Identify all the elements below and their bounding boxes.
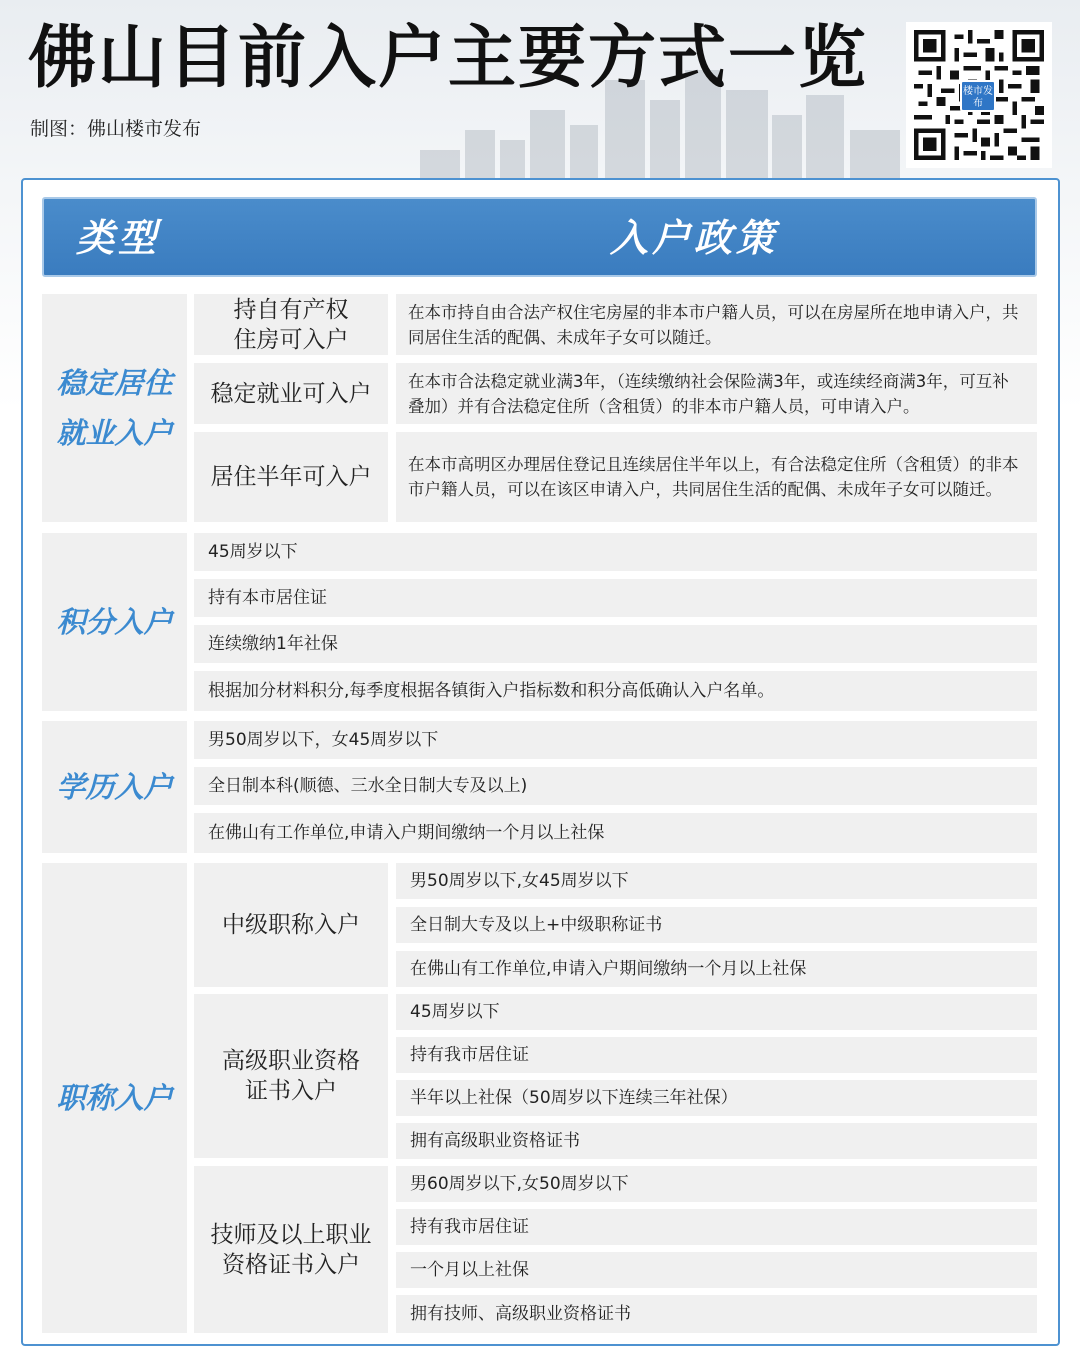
- sub-type-label: 技师及以上职业: [210, 1221, 372, 1248]
- category-professional-title: 职称入户: [42, 863, 187, 1333]
- list-item: 男50周岁以下,女45周岁以下: [396, 863, 1037, 899]
- list-item: 连续缴纳1年社保: [194, 625, 1037, 663]
- sub-type-label: 稳定就业可入户: [210, 380, 372, 407]
- sub-type-label: 证书入户: [245, 1078, 337, 1104]
- list-item: 在佛山有工作单位,申请入户期间缴纳一个月以上社保: [396, 951, 1037, 987]
- sub-type-label: 资格证书入户: [222, 1251, 360, 1278]
- list-item: 45周岁以下: [396, 994, 1037, 1030]
- sub-type-label: 居住半年可入户: [210, 464, 372, 490]
- qr-logo-badge: 楼市发布: [960, 80, 996, 112]
- table-header: [42, 197, 1037, 277]
- category-label-line: 稳定居住: [56, 366, 173, 400]
- sub-type-senior-qualification: [194, 994, 388, 1158]
- header-policy: 入户政策: [610, 216, 779, 260]
- list-item: 半年以上社保（50周岁以下连续三年社保）: [396, 1080, 1037, 1116]
- sub-type-technician-qualification: [194, 1166, 388, 1333]
- list-item: 全日制大专及以上+中级职称证书: [396, 907, 1037, 943]
- header-type: 类型: [76, 216, 161, 260]
- sub-type-intermediate-title: [194, 863, 388, 987]
- category-points: 积分入户: [42, 533, 187, 711]
- sub-type-residence-half-year: [194, 432, 388, 522]
- policy-desc-employment: 在本市合法稳定就业满3年，（连续缴纳社会保险满3年，或连续经商满3年，可互补叠加）并有合法稳定住所（含租赁）的非本市户籍人员，可申请入户。: [396, 363, 1037, 424]
- list-item: 持有我市居住证: [396, 1037, 1037, 1073]
- sub-type-label: 中级职称入户: [222, 912, 360, 938]
- list-item: 男60周岁以下,女50周岁以下: [396, 1166, 1037, 1202]
- list-item: 一个月以上社保: [396, 1252, 1037, 1288]
- chart-credit: 制图：佛山楼市发布: [30, 118, 202, 140]
- policy-desc-residence: 在本市高明区办理居住登记且连续居住半年以上，有合法稳定住所（含租赁）的非本市户籍人员，可以在该区申请入户，共同居住生活的配偶、未成年子女可以随迁。: [396, 432, 1037, 522]
- sub-type-label: 住房可入户: [233, 326, 349, 353]
- list-item: 持有我市居住证: [396, 1209, 1037, 1245]
- category-stable-residence: [42, 294, 187, 522]
- category-education: 学历入户: [42, 721, 187, 853]
- sub-type-label: 持自有产权: [233, 296, 349, 323]
- list-item: 拥有高级职业资格证书: [396, 1123, 1037, 1159]
- list-item: 在佛山有工作单位,申请入户期间缴纳一个月以上社保: [194, 813, 1037, 853]
- list-item: 45周岁以下: [194, 533, 1037, 571]
- list-item: 男50周岁以下，女45周岁以下: [194, 721, 1037, 759]
- sub-type-label: 高级职业资格: [222, 1048, 360, 1074]
- sub-type-employment: [194, 363, 388, 424]
- sub-type-property: [194, 294, 388, 355]
- category-label-line: 就业入户: [56, 416, 173, 450]
- list-item: 拥有技师、高级职业资格证书: [396, 1295, 1037, 1333]
- policy-desc-property: 在本市持自由合法产权住宅房屋的非本市户籍人员，可以在房屋所在地申请入户，共同居住生活的配偶、未成年子女可以随迁。: [396, 294, 1037, 355]
- list-item: 全日制本科(顺德、三水全日制大专及以上): [194, 767, 1037, 805]
- list-item: 持有本市居住证: [194, 579, 1037, 617]
- list-item: 根据加分材料积分,每季度根据各镇街入户指标数和积分高低确认入户名单。: [194, 671, 1037, 711]
- page-title: 佛山目前入户主要方式一览: [28, 18, 869, 98]
